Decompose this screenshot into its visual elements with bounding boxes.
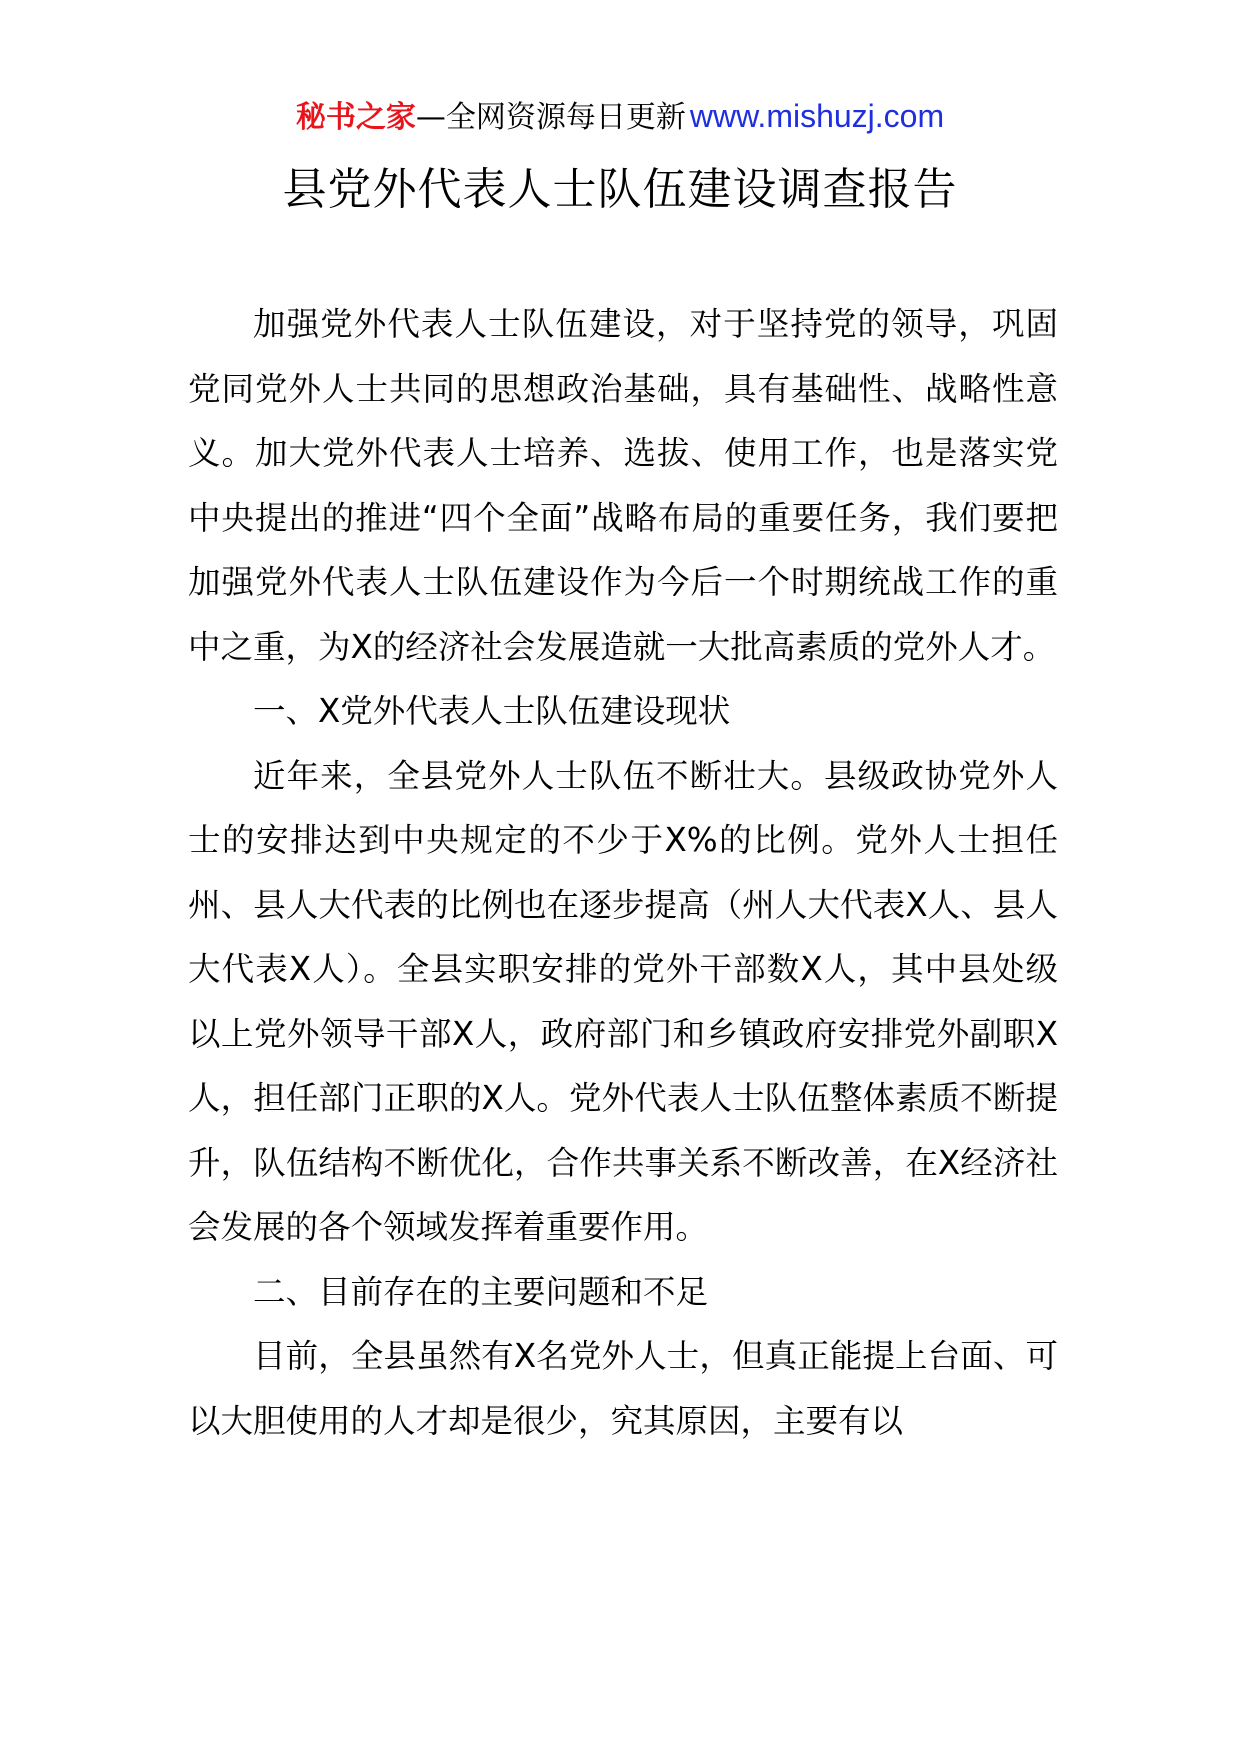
problems-paragraph: 目前，全县虽然有X名党外人士，但真正能提上台面、可以大胆使用的人才却是很少，究其原因，主要有以 [188,1337,1058,1440]
section-heading-current-status: 一、X党外代表人士队伍建设现状 [253,692,731,730]
brand-name: 秘书之家 [295,100,416,135]
document-body [188,292,1058,1453]
document-title: 县党外代表人士队伍建设调查报告 [282,164,958,215]
header-tagline: —全网资源每日更新 [415,100,686,135]
intro-paragraph: 加强党外代表人士队伍建设，对于坚持党的领导，巩固党同党外人士共同的思想政治基础，具有基础性、战略性意义。加大党外代表人士培养、选拔、使用工作，也是落实党中央提出的推进“四个全面”战略布局的重要任务，我们要把加强党外代表人士队伍建设作为今后一个时期统战工作的重中之重，为X的经济社会发展造就一大批高素质的党外人才。 [188,305,1058,666]
website-link[interactable]: www.mishuzj.com [689,98,945,134]
status-paragraph: 近年来，全县党外人士队伍不断壮大。县级政协党外人士的安排达到中央规定的不少于X%的比例。党外人士担任州、县人大代表的比例也在逐步提高（州人大代表X人、县人大代表X人）。全县实职安排的党外干部数X人，其中县处级以上党外领导干部X人，政府部门和乡镇政府安排党外副职X人，担任部门正职的X人。党外代表人士队伍整体素质不断提升，队伍结构不断优化，合作共事关系不断改善，在X经济社会发展的各个领域发挥着重要作用。 [188,756,1058,1246]
section-heading-problems: 二、目前存在的主要问题和不足 [253,1272,709,1311]
watermark-header [0,96,1240,138]
